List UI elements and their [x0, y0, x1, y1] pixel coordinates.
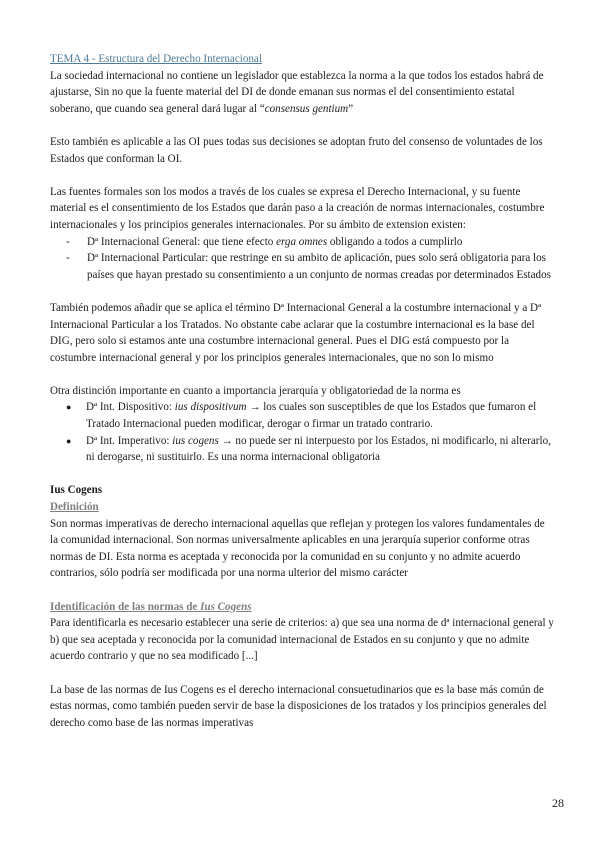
identification-heading-italic: Ius Cogens — [200, 600, 252, 613]
intro-italic: consensus gentium — [264, 102, 349, 115]
intro-paragraph — [50, 68, 555, 118]
list-item-text: Dª Int. Imperativo: — [86, 434, 173, 447]
ius-cogens-heading: Ius Cogens — [50, 484, 103, 497]
intro-text: La sociedad internacional no contiene un legislador que establezca la norma a la que todos los estados habrá de ajustarse, Sin no que la fuente material del DI de donde emanan sus normas el del consentimiento estatal soberano, que cuando sea general dará lugar al “ — [50, 69, 544, 115]
list-item-italic: ius cogens — [172, 434, 219, 447]
list-item-text: Dª Int. Dispositivo: — [86, 401, 175, 414]
dash-marker: - — [66, 235, 70, 248]
hierarchy-list — [50, 399, 555, 465]
list-item-text: → los cuales son susceptibles de que los Estados que fumaron el Tratado Internacional pueden modificar, derogar o firmar un tratado contrario. — [86, 401, 537, 431]
list-item-text: → no puede ser ni interpuesto por los Estados, ni modificarlo, ni alterarlo, ni derogarse, ni sustituirlo. Es una norma internacional obligatoria — [86, 434, 551, 464]
intro-tail: ” — [348, 102, 354, 115]
list-item — [50, 234, 555, 251]
oi-paragraph: Esto también es aplicable a las OI pues todas sus decisiones se adoptan fruto del consenso de voluntades de los Estados que conforman la OI. — [50, 135, 543, 165]
list-item-italic: ius dispositivum — [174, 401, 247, 414]
page-content — [50, 51, 555, 731]
definition-paragraph: Son normas imperativas de derecho internacional aquellas que reflejan y protegen los valores fundamentales de la comunidad internacional. Son normas universalmente aplicables en una jerarquía superior conforme otras normas de DI. Esta norma es aceptada y reconocida por la comunidad en su conjunto y no admite acuerdo contrarios, sólo podría ser modificada por una norma ulterior del mismo carácter — [50, 517, 545, 580]
definition-heading: Definición — [50, 501, 99, 514]
list-item-text: obligando a todos a cumplirlo — [327, 235, 463, 248]
bullet-icon: ● — [66, 402, 72, 413]
basis-paragraph: La base de las normas de Ius Cogens es el derecho internacional consuetudinarios que es la base más común de estas normas, como también pueden servir de base la disposiciones de los tratados y los principios generales del derecho como base de las normas imperativas — [50, 683, 547, 729]
bullet-icon: ● — [66, 435, 72, 446]
list-item — [50, 250, 555, 283]
list-item-italic: erga omnes — [276, 235, 328, 248]
list-item — [50, 399, 555, 432]
general-particular-paragraph: También podemos añadir que se aplica el término Dª Internacional General a la costumbre internacional y a Dª Internacional Particular a los Tratados. No obstante cabe aclarar que la costumbre internacional es la base del DIG, pero solo si estamos ante una costumbre internacional general. Pues el DIG está compuesto por la costumbre internacional general y por los principios generales internacionales, que no son lo mismo — [50, 301, 542, 364]
list-item-text: Dª Internacional General: que tiene efecto — [87, 235, 277, 248]
list-item-text: Dª Internacional Particular: que restringe en su ambito de aplicación, pues solo será obligatoria para los países que hayan prestado su consentimiento a un conjunto de normas creadas por determinados Estados — [87, 252, 551, 281]
identification-heading — [50, 599, 555, 616]
criteria-paragraph: Para identificarla es necesario establecer una serie de criterios: a) que sea una norma de dª internacional general y b) que sea aceptada y reconocida por la comunidad internacional de Estados en su conjunto y que no admite acuerdo contrario y que no sea modificado [...] — [50, 617, 554, 663]
scope-list — [50, 234, 555, 284]
sources-paragraph: Las fuentes formales son los modos a través de los cuales se expresa el Derecho Internacional, y su fuente material es el consentimiento de los Estados que darán paso a la creación de normas internacionales, costumbre internacionales y los principios generales internacionales. Por su ámbito de extension existen: — [50, 185, 545, 231]
page-number: 28 — [552, 796, 564, 810]
list-item — [50, 433, 555, 466]
chapter-title: TEMA 4 - Estructura del Derecho Internacional — [50, 53, 262, 65]
identification-heading-text: Identificación de las normas de — [50, 600, 201, 613]
dash-marker: - — [66, 252, 70, 265]
distinction-paragraph: Otra distinción importante en cuanto a importancia jerarquía y obligatoriedad de la norma es — [50, 384, 461, 397]
